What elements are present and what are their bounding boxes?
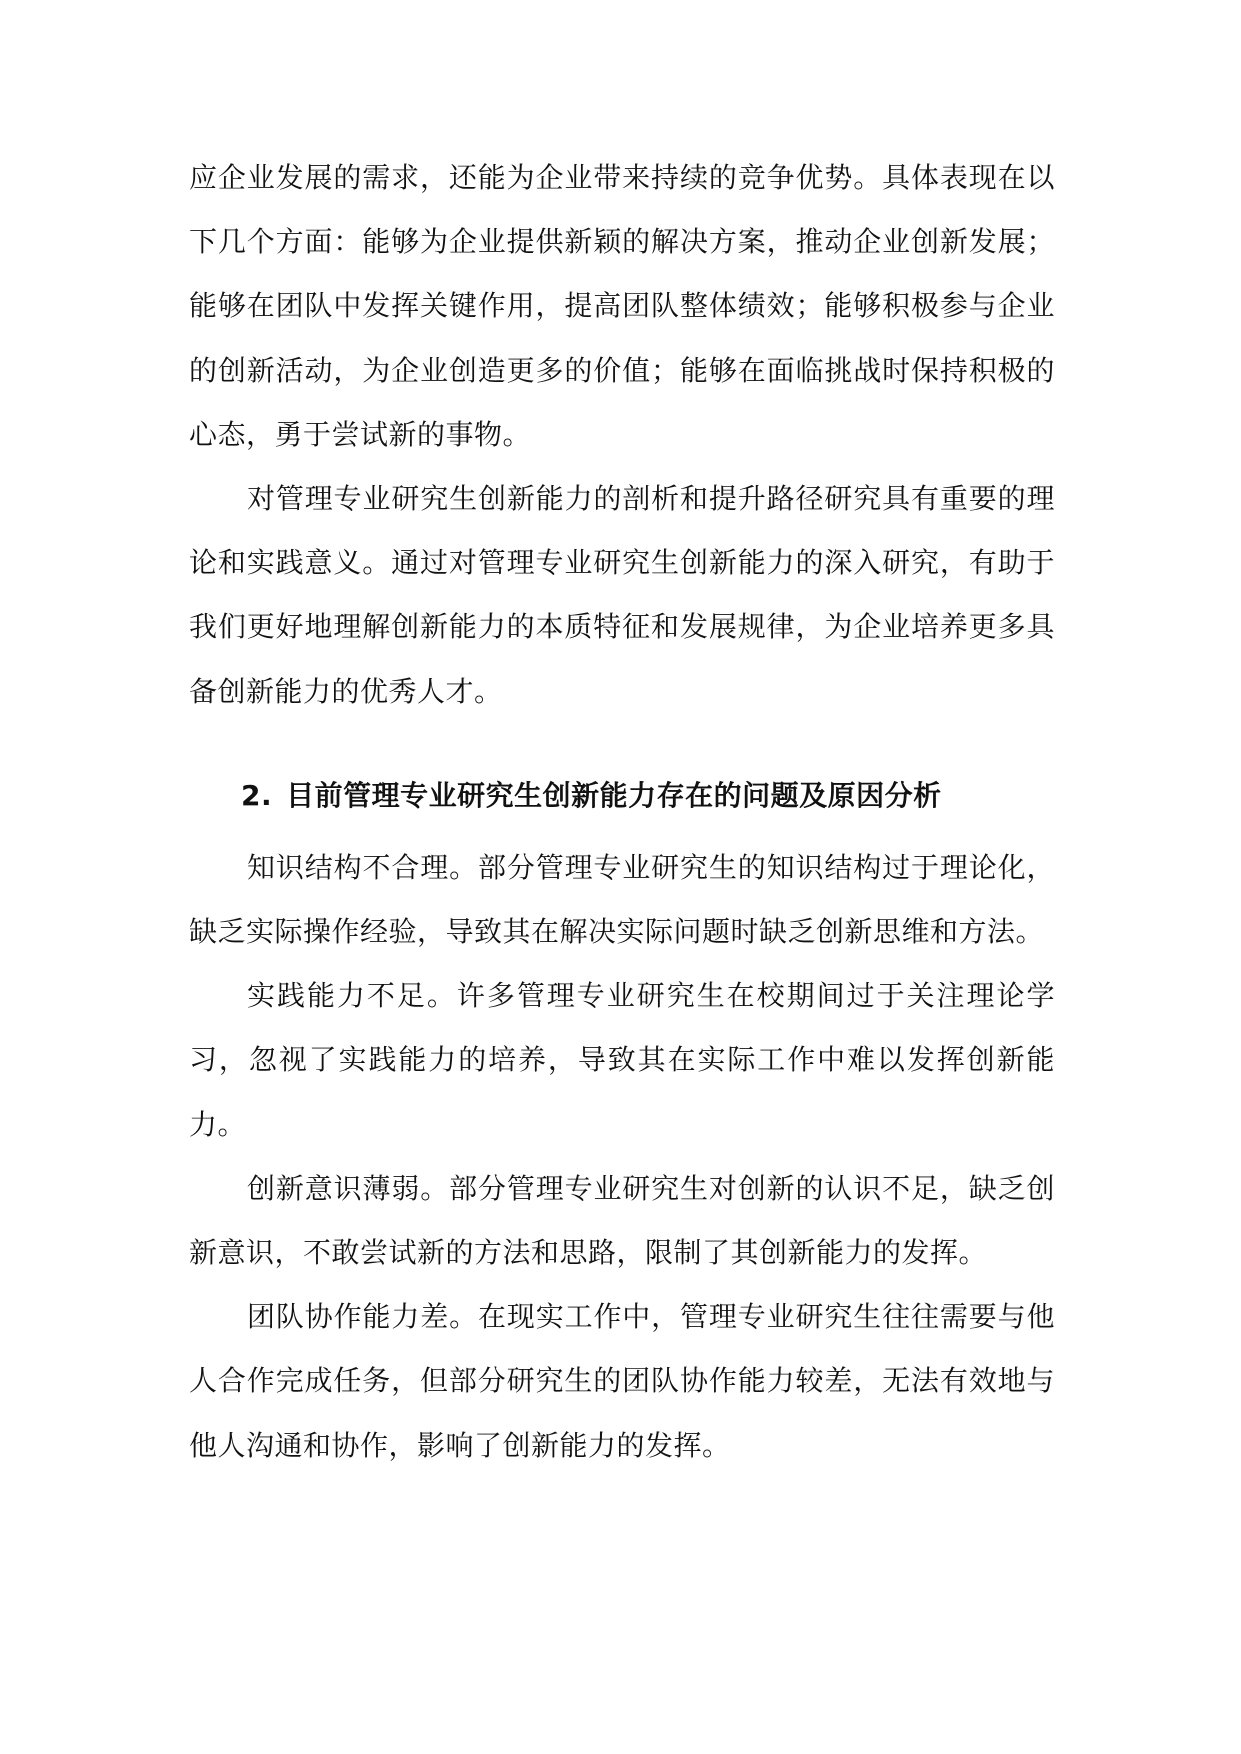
- page-content: [189, 146, 1055, 1478]
- paragraph-innovation-awareness: 创新意识薄弱。部分管理专业研究生对创新的认识不足，缺乏创新意识，不敢尝试新的方法和思路，限制了其创新能力的发挥。: [189, 1171, 1055, 1270]
- paragraph-continuation: 应企业发展的需求，还能为企业带来持续的竞争优势。具体表现在以下几个方面：能够为企业提供新颖的解决方案，推动企业创新发展；能够在团队中发挥关键作用，提高团队整体绩效；能够积极参与企业的创新活动，为企业创造更多的价值；能够在面临挑战时保持积极的心态，勇于尝试新的事物。: [189, 161, 1055, 451]
- paragraph-knowledge-structure: 知识结构不合理。部分管理专业研究生的知识结构过于理论化，缺乏实际操作经验，导致其在解决实际问题时缺乏创新思维和方法。: [189, 850, 1055, 949]
- paragraph-research-significance: 对管理专业研究生创新能力的剖析和提升路径研究具有重要的理论和实践意义。通过对管理专业研究生创新能力的深入研究，有助于我们更好地理解创新能力的本质特征和发展规律，为企业培养更多具备创新能力的优秀人才。: [189, 482, 1055, 708]
- section-title: 目前管理专业研究生创新能力存在的问题及原因分析: [286, 778, 942, 812]
- section-number: 2.: [241, 778, 273, 812]
- section-heading: [189, 764, 1055, 828]
- paragraph-practical-ability: 实践能力不足。许多管理专业研究生在校期间过于关注理论学习，忽视了实践能力的培养，导致其在实际工作中难以发挥创新能力。: [189, 979, 1055, 1141]
- paragraph-teamwork: 团队协作能力差。在现实工作中，管理专业研究生往往需要与他人合作完成任务，但部分研究生的团队协作能力较差，无法有效地与他人沟通和协作，影响了创新能力的发挥。: [189, 1300, 1055, 1462]
